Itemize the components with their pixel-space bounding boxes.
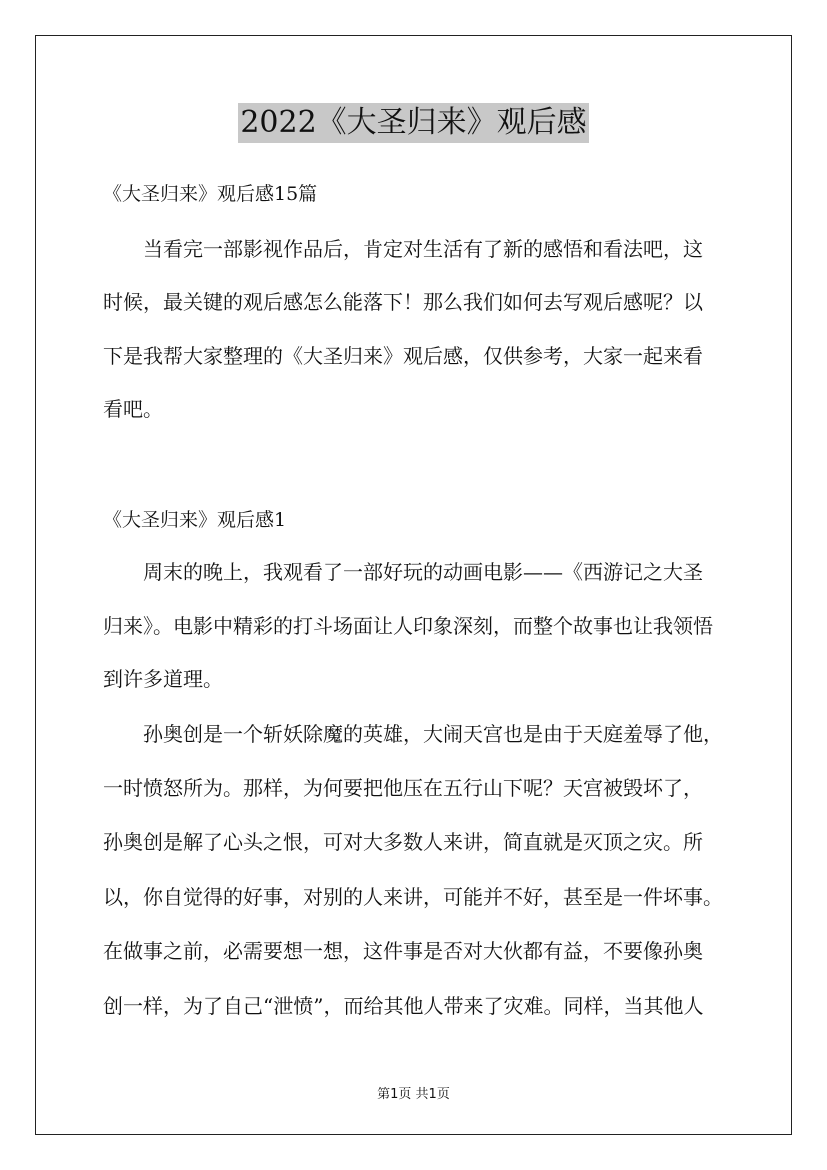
para2-line-5: 在做事之前，必需要想一想，这件事是否对大伙都有益，不要像孙奥 — [103, 939, 703, 963]
document-subtitle: 《大圣归来》观后感15篇 — [103, 183, 318, 205]
para2-line-2: 一时愤怒所为。那样，为何要把他压在五行山下呢？天宫被毁坏了， — [103, 776, 703, 800]
para2-line-6: 创一样，为了自己“泄愤”，而给其他人带来了灾难。同样，当其他人 — [103, 994, 704, 1018]
intro-line-4: 看吧。 — [103, 397, 163, 421]
intro-line-3: 下是我帮大家整理的《大圣归来》观后感，仅供参考，大家一起来看 — [103, 344, 703, 368]
title-container — [0, 103, 827, 143]
para2-line-1: 孙奥创是一个斩妖除魔的英雄，大闹天宫也是由于天庭羞辱了他， — [143, 722, 723, 746]
document-title: 2022《大圣归来》观后感 — [238, 103, 588, 143]
para1-line-1: 周末的晚上，我观看了一部好玩的动画电影——《西游记之大圣 — [143, 560, 703, 584]
para1-line-2: 归来》。电影中精彩的打斗场面让人印象深刻，而整个故事也让我领悟 — [103, 614, 713, 638]
intro-line-1: 当看完一部影视作品后，肯定对生活有了新的感悟和看法吧，这 — [143, 237, 703, 261]
page-footer: 第1页 共1页 — [377, 1087, 450, 1102]
intro-line-2: 时候，最关键的观后感怎么能落下！那么我们如何去写观后感呢？以 — [103, 290, 703, 314]
para2-line-3: 孙奥创是解了心头之恨，可对大多数人来讲，简直就是灭顶之灾。所 — [103, 830, 703, 854]
para2-line-4: 以，你自觉得的好事，对别的人来讲，可能并不好，甚至是一件坏事。 — [103, 885, 723, 909]
para1-line-3: 到许多道理。 — [103, 667, 223, 691]
section1-heading: 《大圣归来》观后感1 — [103, 509, 287, 531]
